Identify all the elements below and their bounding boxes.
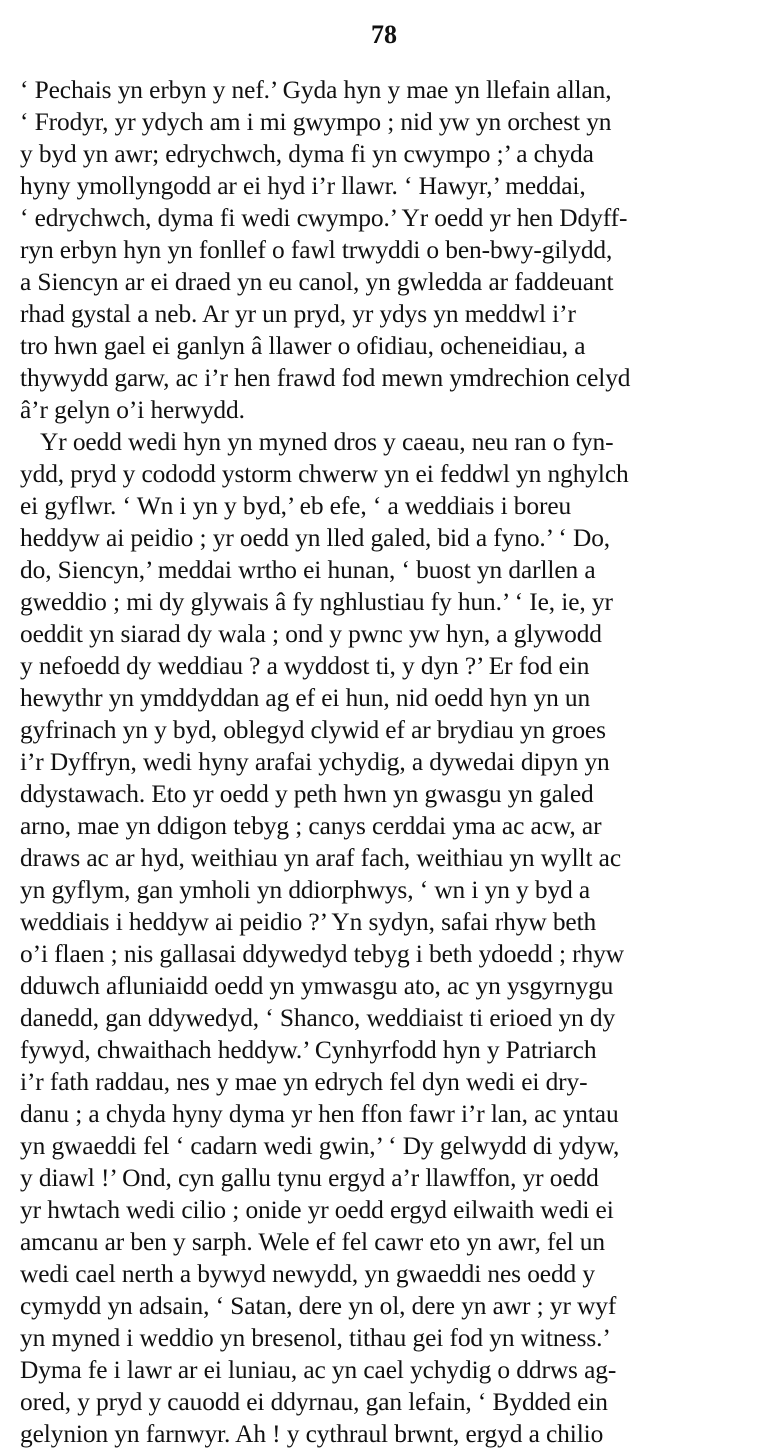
text-line: ored, y pryd y cauodd ei ddyrnau, gan lefain, ‘ Bydded ein: [20, 1388, 608, 1416]
text-line: a Siencyn ar ei draed yn eu canol, yn gwledda ar faddeuant: [20, 268, 614, 296]
text-line: wedi cael nerth a bywyd newydd, yn gwaeddi nes oedd y: [20, 1260, 595, 1288]
text-line: rhad gystal a neb. Ar yr un pryd, yr ydys yn meddwl i’r: [20, 300, 576, 328]
text-line: dduwch afluniaidd oedd yn ymwasgu ato, ac yn ysgyrnygu: [20, 972, 614, 1000]
text-line: hyny ymollyngodd ar ei hyd i’r llawr. ‘ Hawyr,’ meddai,: [20, 172, 586, 200]
text-line: danu ; a chyda hyny dyma yr hen ffon fawr i’r lan, ac yntau: [20, 1100, 619, 1128]
text-line: Yr oedd wedi hyn yn myned dros y caeau, neu ran o fyn-: [40, 428, 614, 456]
text-line: Dyma fe i lawr ar ei luniau, ac yn cael ychydig o ddrws ag-: [20, 1356, 617, 1384]
text-line: danedd, gan ddywedyd, ‘ Shanco, weddiaist ti erioed yn dy: [20, 1004, 616, 1032]
text-line: yr hwtach wedi cilio ; onide yr oedd ergyd eilwaith wedi ei: [20, 1196, 614, 1224]
text-line: gelynion yn farnwyr. Ah ! y cythraul brwnt, ergyd a chilio: [20, 1420, 604, 1448]
text-line: thywydd garw, ac i’r hen frawd fod mewn ymdrechion celyd: [20, 364, 631, 392]
text-line: yn myned i weddio yn bresenol, tithau gei fod yn witness.’: [20, 1324, 611, 1352]
text-line: do, Siencyn,’ meddai wrtho ei hunan, ‘ buost yn darllen a: [20, 556, 596, 584]
text-line: ‘ edrychwch, dyma fi wedi cwympo.’ Yr oedd yr hen Ddyff-: [20, 204, 628, 232]
text-line: â’r gelyn o’i herwydd.: [20, 396, 245, 424]
page-number: 78: [371, 20, 397, 49]
text-line: tro hwn gael ei ganlyn â llawer o ofidiau, ocheneidiau, a: [20, 332, 586, 360]
text-line: gyfrinach yn y byd, oblegyd clywid ef ar brydiau yn groes: [20, 716, 606, 744]
text-line: heddyw ai peidio ; yr oedd yn lled galed, bid a fyno.’ ‘ Do,: [20, 524, 611, 552]
text-line: i’r Dyffryn, wedi hyny arafai ychydig, a dywedai dipyn yn: [20, 748, 610, 776]
text-line: yn gwaeddi fel ‘ cadarn wedi gwin,’ ‘ Dy gelwydd di ydyw,: [20, 1132, 620, 1160]
text-line: oeddit yn siarad dy wala ; ond y pwnc yw hyn, a glywodd: [20, 620, 602, 648]
text-line: y diawl !’ Ond, cyn gallu tynu ergyd a’r llawffon, yr oedd: [20, 1164, 599, 1192]
text-line: weddiais i heddyw ai peidio ?’ Yn sydyn, safai rhyw beth: [20, 908, 597, 936]
text-line: fywyd, chwaithach heddyw.’ Cynhyrfodd hyn y Patriarch: [20, 1036, 597, 1064]
text-line: amcanu ar ben y sarph. Wele ef fel cawr eto yn awr, fel un: [20, 1228, 605, 1256]
text-line: gweddio ; mi dy glywais â fy nghlustiau fy hun.’ ‘ Ie, ie, yr: [20, 588, 613, 616]
text-line: ddystawach. Eto yr oedd y peth hwn yn gwasgu yn galed: [20, 780, 594, 808]
text-line: cymydd yn adsain, ‘ Satan, dere yn ol, dere yn awr ; yr wyf: [20, 1292, 617, 1320]
text-line: ydd, pryd y cododd ystorm chwerw yn ei feddwl yn nghylch: [20, 460, 629, 488]
text-line: o’i flaen ; nis gallasai ddywedyd tebyg i beth ydoedd ; rhyw: [20, 940, 624, 968]
text-line: hewythr yn ymddyddan ag ef ei hun, nid oedd hyn yn un: [20, 684, 591, 712]
text-line: ‘ Frodyr, yr ydych am i mi gwympo ; nid yw yn orchest yn: [20, 108, 612, 136]
text-line: yn gyflym, gan ymholi yn ddiorphwys, ‘ wn i yn y byd a: [20, 876, 591, 904]
text-line: ei gyflwr. ‘ Wn i yn y byd,’ eb efe, ‘ a weddiais i boreu: [20, 492, 572, 520]
text-line: draws ac ar hyd, weithiau yn araf fach, weithiau yn wyllt ac: [20, 844, 622, 872]
text-line: y nefoedd dy weddiau ? a wyddost ti, y dyn ?’ Er fod ein: [20, 652, 590, 680]
text-line: arno, mae yn ddigon tebyg ; canys cerddai yma ac acw, ar: [20, 812, 602, 840]
text-line: ‘ Pechais yn erbyn y nef.’ Gyda hyn y mae yn llefain allan,: [20, 76, 612, 104]
text-body: [20, 74, 750, 1450]
text-line: ryn erbyn hyn yn fonllef o fawl trwyddi o ben-bwy-gilydd,: [20, 236, 613, 264]
text-line: y byd yn awr; edrychwch, dyma fi yn cwympo ;’ a chyda: [20, 140, 594, 168]
text-line: i’r fath raddau, nes y mae yn edrych fel dyn wedi ei dry-: [20, 1068, 588, 1096]
